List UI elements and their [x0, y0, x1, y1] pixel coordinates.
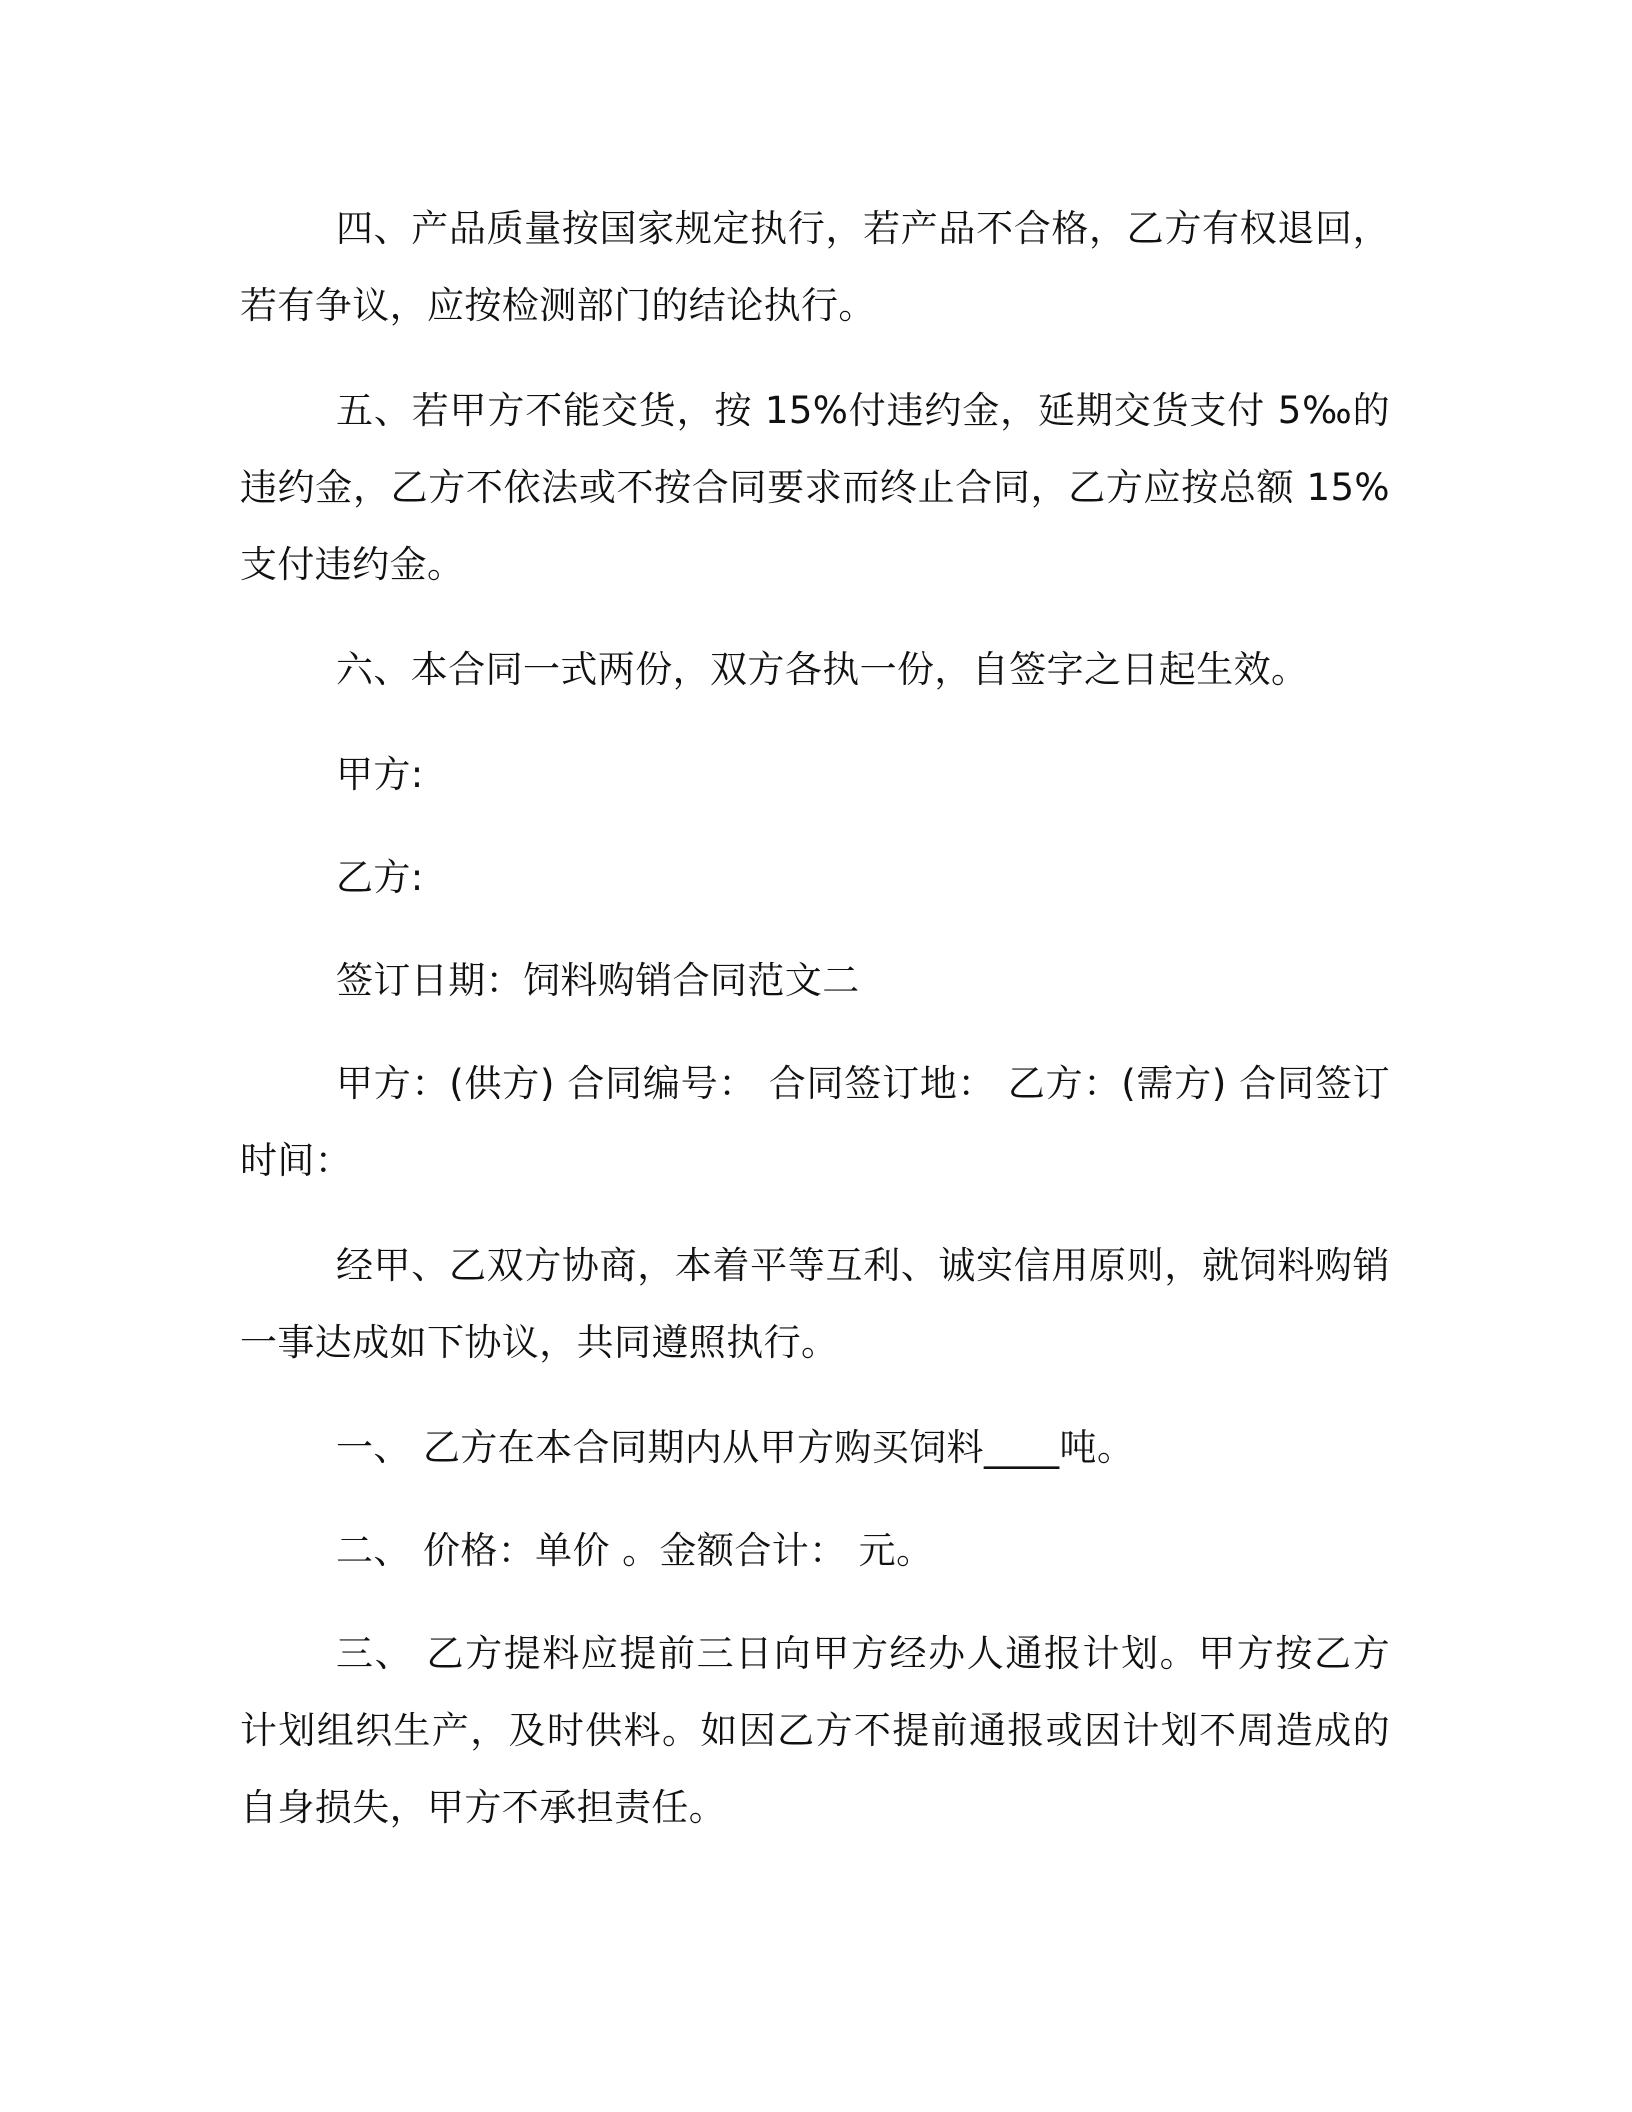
party-b-label: 乙方: — [336, 856, 424, 899]
document-body — [240, 190, 1390, 1874]
agreement-preamble: 经甲、乙双方协商，本着平等互利、诚实信用原则，就饲料购销一事达成如下协议，共同遵照执行。 — [240, 1244, 1390, 1364]
clause-4-quality: 四、产品质量按国家规定执行，若产品不合格，乙方有权退回，若有争议，应按检测部门的结论执行。 — [240, 207, 1390, 327]
signing-date-line: 签订日期：饲料购销合同范文二 — [336, 959, 860, 1002]
clause-5-penalty: 五、若甲方不能交货，按 15%付违约金，延期交货支付 5‰的违约金，乙方不依法或不按合同要求而终止合同，乙方应按总额 15%支付违约金。 — [240, 389, 1390, 586]
clause-2-price: 二、 价格：单价 。金额合计： 元。 — [336, 1529, 934, 1572]
contract-header-line: 甲方：(供方) 合同编号： 合同签订地： 乙方：(需方) 合同签订时间： — [240, 1062, 1390, 1182]
party-a-label: 甲方: — [336, 753, 424, 796]
clause-3-plan: 三、 乙方提料应提前三日向甲方经办人通报计划。甲方按乙方计划组织生产，及时供料。如因乙方不提前通报或因计划不周造成的自身损失，甲方不承担责任。 — [240, 1632, 1390, 1829]
clause-1-quantity: 一、 乙方在本合同期内从甲方购买饲料____吨。 — [336, 1426, 1135, 1469]
clause-6-effect: 六、本合同一式两份，双方各执一份，自签字之日起生效。 — [336, 648, 1309, 691]
